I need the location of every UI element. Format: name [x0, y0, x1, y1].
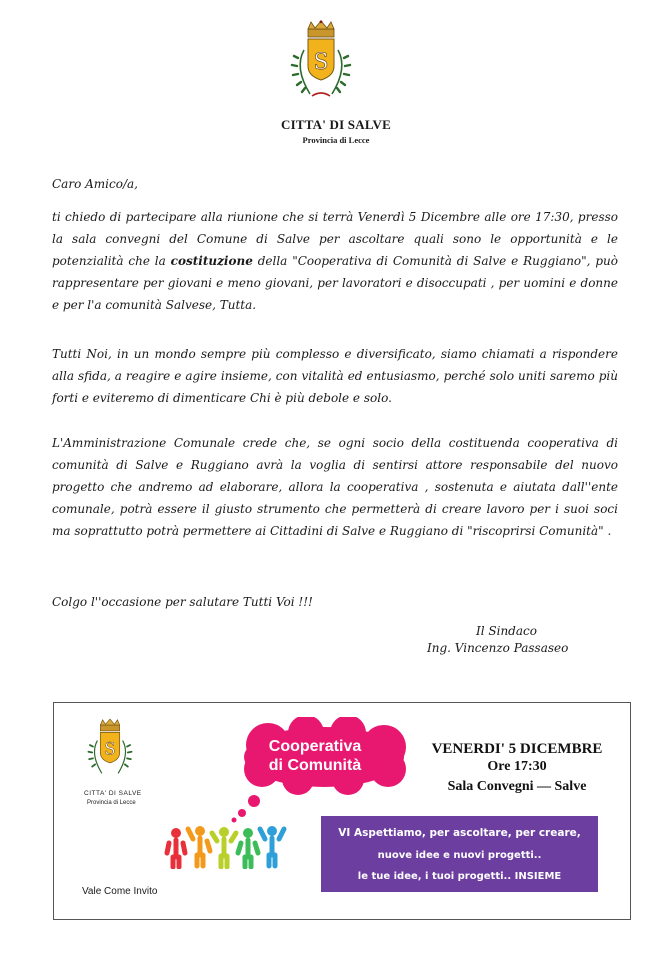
cloud-title-line-1: Cooperativa: [268, 738, 362, 755]
valid-as-invitation-note: Vale Come Invito: [82, 886, 158, 897]
greeting: Caro Amico/a,: [52, 177, 138, 191]
invitation-card: [53, 702, 631, 920]
svg-text:S: S: [313, 50, 329, 75]
event-time: Ore 17:30: [487, 759, 547, 774]
card-city-label: CITTA' DI SALVE: [84, 790, 142, 797]
cloud-title-line-2: di Comunità: [268, 757, 362, 774]
message-line-3: le tue idee, i tuoi progetti.. INSIEME: [357, 871, 562, 882]
svg-text:S: S: [104, 739, 116, 759]
paragraph-3: L'Amministrazione Comunale crede che, se ogni socio della costituenda cooperativa di comunità di Salve e Ruggiano avrà la voglia di sentirsi attore responsabile del nuovo progetto che andremo ad elaborare, allora la cooperativa , sostenuta e aiutata dall''ente comunale, potrà essere il giusto strumento che permetterà di creare lavoro per i suoi soci ma soprattutto potrà permettere ai Cittadini di Salve e Ruggiano di "riscoprirsi Comunità" .: [52, 436, 618, 538]
province-subtitle: Provincia di Lecce: [302, 135, 370, 145]
signature-name: Ing. Vincenzo Passaseo: [427, 641, 569, 655]
closing-line: Colgo l''occasione per salutare Tutti Voi !!!: [52, 595, 313, 609]
city-crest-icon: [84, 717, 136, 785]
paragraph-1-start: ti chiedo di partecipare alla riunione che si terrà Venerdì 5 Dicembre alle ore 17:30, presso la sala convegni del Comune di Salve per ascoltare quali sono le opportunità e le potenzialità che la: [52, 210, 618, 268]
city-crest-icon: [286, 20, 356, 108]
paragraph-1: [52, 206, 618, 316]
card-province-label: Provincia di Lecce: [87, 800, 136, 806]
city-title: CITTA' DI SALVE: [281, 117, 391, 132]
message-line-1: VI Aspettiamo, per ascoltare, per creare,: [338, 827, 581, 839]
message-line-2: nuove idee e nuovi progetti..: [377, 850, 542, 861]
signature-title: Il Sindaco: [476, 624, 537, 638]
paragraph-1-bold: costituzione: [170, 254, 253, 268]
paragraph-1-end: della "Cooperativa di Comunità di Salve e Ruggiano", può rappresentare per giovani e meno giovani, per lavoratori e disoccupati , per uomini e donne e per l'a comunità Salvese, Tutta.: [52, 254, 618, 312]
invitation-message-box: [321, 816, 598, 892]
event-place: Sala Convegni — Salve: [447, 779, 587, 794]
people-group-icon: [164, 823, 290, 869]
paragraph-2: Tutti Noi, in un mondo sempre più complesso e diversificato, siamo chiamati a rispondere alla sfida, a reagire e agire insieme, con vitalità ed entusiasmo, perché solo uniti saremo più forti e eviteremo di dimenticare Chi è più debole e solo.: [52, 347, 618, 405]
event-date: VENERDI' 5 DICEMBRE: [431, 741, 603, 757]
cloud-title: [250, 737, 380, 775]
